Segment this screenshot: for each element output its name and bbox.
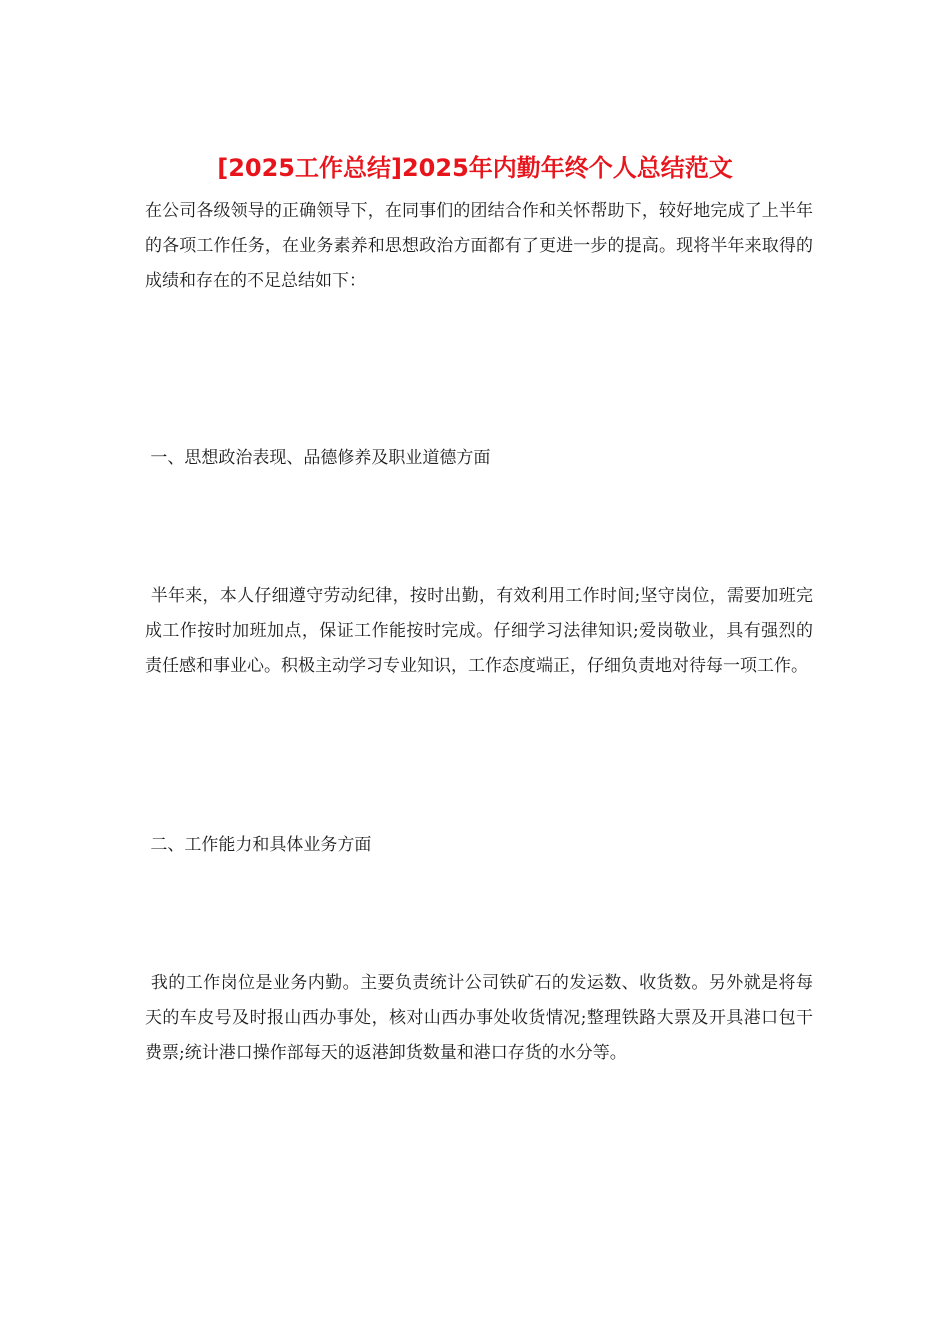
- section-heading-2: 二、工作能力和具体业务方面: [145, 835, 372, 855]
- document-title: [2025工作总结]2025年内勤年终个人总结范文: [217, 154, 733, 182]
- intro-paragraph: 在公司各级领导的正确领导下，在同事们的团结合作和关怀帮助下，较好地完成了上半年的各项工作任务，在业务素养和思想政治方面都有了更进一步的提高。现将半年来取得的成绩和存在的不足总结如下：: [145, 201, 813, 291]
- section-body-2: 我的工作岗位是业务内勤。主要负责统计公司铁矿石的发运数、收货数。另外就是将每天的车皮号及时报山西办事处，核对山西办事处收货情况;整理铁路大票及开具港口包干费票;统计港口操作部每天的返港卸货数量和港口存货的水分等。: [145, 973, 813, 1063]
- section-heading-1: 一、思想政治表现、品德修养及职业道德方面: [145, 448, 491, 468]
- section-body-1: 半年来，本人仔细遵守劳动纪律，按时出勤，有效利用工作时间;坚守岗位，需要加班完成工作按时加班加点，保证工作能按时完成。仔细学习法律知识;爱岗敬业，具有强烈的责任感和事业心。积极主动学习专业知识，工作态度端正，仔细负责地对待每一项工作。: [145, 586, 813, 676]
